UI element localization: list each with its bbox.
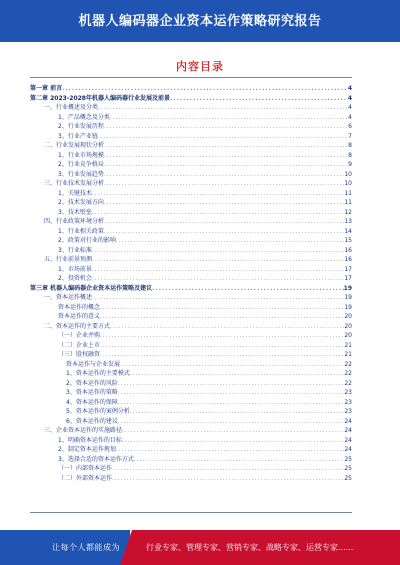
table-of-contents bbox=[30, 84, 352, 483]
toc-leader-dots bbox=[100, 350, 344, 360]
toc-entry-page: 13 bbox=[344, 218, 352, 225]
toc-entry-label: 资本运作的意义 bbox=[58, 313, 101, 320]
toc-entry-page: 19 bbox=[343, 284, 352, 292]
toc-entry[interactable] bbox=[30, 94, 352, 104]
toc-entry-label: 2、制定资本运作规划 bbox=[58, 446, 116, 453]
toc-entry-label: 2、投资机会 bbox=[58, 275, 92, 282]
toc-leader-dots bbox=[92, 208, 345, 218]
toc-entry-label: （二）外部资本运作 bbox=[58, 474, 113, 482]
toc-entry-label: 2、技术发展方向 bbox=[58, 199, 104, 206]
toc-entry-label: 2、政策对行业的影响 bbox=[58, 237, 116, 244]
toc-bottom-divider bbox=[30, 512, 352, 513]
toc-entry[interactable] bbox=[30, 398, 352, 408]
toc-entry-label: 3、行业产业链 bbox=[58, 132, 98, 140]
toc-entry[interactable] bbox=[30, 369, 352, 379]
toc-leader-dots bbox=[104, 151, 348, 161]
toc-leader-dots bbox=[100, 331, 344, 341]
toc-leader-dots bbox=[92, 274, 345, 284]
toc-leader-dots bbox=[98, 103, 348, 113]
page-footer bbox=[0, 530, 400, 565]
toc-entry[interactable] bbox=[30, 426, 352, 436]
toc-entry[interactable] bbox=[30, 303, 352, 313]
toc-entry[interactable] bbox=[30, 464, 352, 474]
toc-entry-label: 二、行业发展现状分析 bbox=[44, 142, 105, 149]
toc-entry-page: 17 bbox=[344, 275, 352, 282]
toc-entry[interactable] bbox=[30, 198, 352, 208]
toc-entry-label: 一、行业概述及分类 bbox=[44, 104, 99, 111]
toc-entry-label: 第三章 机器人编码器企业资本运作策略及建议 bbox=[30, 284, 153, 292]
toc-entry-page: 11 bbox=[344, 189, 352, 197]
toc-entry-label: 1、明确资本运作的目标 bbox=[58, 436, 122, 444]
toc-entry-page: 12 bbox=[344, 208, 352, 216]
toc-entry-page: 15 bbox=[344, 237, 352, 244]
toc-entry[interactable] bbox=[30, 227, 352, 237]
toc-entry-page: 21 bbox=[344, 341, 352, 349]
footer-expert-list: 行业专家、管理专家、营销专家、战略专家、运营专家...... bbox=[146, 543, 354, 552]
toc-entry-page: 16 bbox=[344, 246, 352, 254]
toc-entry[interactable] bbox=[30, 208, 352, 218]
toc-entry[interactable] bbox=[30, 331, 352, 341]
toc-entry-label: 2、行业发展历程 bbox=[58, 123, 104, 130]
toc-entry-label: 三、行业技术发展分析 bbox=[44, 180, 105, 187]
toc-entry[interactable] bbox=[30, 455, 352, 465]
toc-leader-dots bbox=[116, 445, 345, 455]
toc-leader-dots bbox=[100, 312, 344, 322]
toc-entry[interactable] bbox=[30, 265, 352, 275]
toc-leader-dots bbox=[118, 379, 345, 389]
toc-leader-dots bbox=[122, 436, 345, 446]
toc-entry[interactable] bbox=[30, 407, 352, 417]
toc-entry[interactable] bbox=[30, 274, 352, 284]
toc-leader-dots bbox=[118, 417, 345, 427]
toc-entry-page: 24 bbox=[344, 436, 352, 444]
toc-entry-page: 17 bbox=[344, 265, 352, 273]
report-title: 机器人编码器企业资本运作策略研究报告 bbox=[78, 14, 322, 29]
toc-entry-label: 2、资本运作的风险 bbox=[66, 379, 118, 387]
toc-entry-page: 10 bbox=[344, 170, 352, 178]
toc-entry-page: 19 bbox=[344, 294, 352, 301]
toc-entry-label: 第二章 2023-2028年机器人编码器行业发展及前景 bbox=[30, 94, 170, 102]
toc-entry-label: 5、资本运作的案例分析 bbox=[66, 408, 130, 415]
toc-entry-label: 4、资本运作的保障 bbox=[66, 398, 118, 406]
toc-entry[interactable] bbox=[30, 170, 352, 180]
toc-entry-page: 25 bbox=[344, 474, 352, 482]
toc-entry[interactable] bbox=[30, 255, 352, 265]
toc-leader-dots bbox=[130, 407, 345, 417]
toc-entry-label: 6、资本运作的建议 bbox=[66, 417, 118, 425]
toc-leader-dots bbox=[116, 236, 345, 246]
toc-entry-label: 资本运作的概念 bbox=[58, 303, 101, 311]
toc-entry-label: 3、行业标准 bbox=[58, 246, 92, 254]
toc-entry-label: 1、关键技术 bbox=[58, 189, 92, 197]
toc-entry-label: 2、行业竞争格局 bbox=[58, 161, 104, 168]
toc-entry-label: （三）股权融资 bbox=[58, 351, 101, 358]
toc-entry-label: 二、资本运作的主要方式 bbox=[44, 322, 111, 330]
toc-leader-dots bbox=[110, 113, 348, 123]
toc-entry[interactable] bbox=[30, 388, 352, 398]
toc-entry-label: 三、企业资本运作的实施路径 bbox=[44, 427, 123, 434]
toc-entry[interactable] bbox=[30, 160, 352, 170]
toc-entry-label: 1、行业相关政策 bbox=[58, 227, 104, 235]
toc-leader-dots bbox=[134, 455, 345, 465]
toc-entry-label: 3、行业发展趋势 bbox=[58, 170, 104, 178]
toc-leader-dots bbox=[92, 189, 345, 199]
toc-entry[interactable] bbox=[30, 141, 352, 151]
toc-leader-dots bbox=[92, 265, 345, 275]
toc-leader-dots bbox=[104, 170, 345, 180]
toc-entry-page: 20 bbox=[344, 322, 352, 330]
toc-entry[interactable] bbox=[30, 417, 352, 427]
toc-leader-dots bbox=[122, 426, 344, 436]
toc-heading: 内容目录 bbox=[176, 60, 224, 73]
toc-leader-dots bbox=[100, 341, 344, 351]
toc-leader-dots bbox=[112, 464, 344, 474]
toc-entry-page: 24 bbox=[344, 427, 352, 434]
toc-entry[interactable] bbox=[30, 189, 352, 199]
toc-entry-label: （二）企业上市 bbox=[58, 341, 101, 349]
toc-leader-dots bbox=[170, 94, 348, 104]
toc-entry-label: 3、资本运作的策略 bbox=[66, 389, 118, 396]
toc-entry-label: 五、行业前景预测 bbox=[44, 256, 93, 263]
toc-entry-label: 一、资本运作概述 bbox=[44, 294, 93, 301]
toc-entry-label: 1、资本运作的主要模式 bbox=[66, 370, 130, 377]
toc-entry[interactable] bbox=[30, 360, 352, 370]
toc-entry[interactable] bbox=[30, 151, 352, 161]
toc-entry[interactable] bbox=[30, 113, 352, 123]
toc-leader-dots bbox=[104, 122, 348, 132]
toc-leader-dots bbox=[92, 255, 344, 265]
toc-entry-label: 第一章 前言 bbox=[30, 85, 63, 92]
toc-leader-dots bbox=[92, 293, 344, 303]
toc-leader-dots bbox=[104, 141, 348, 151]
toc-entry-page: 23 bbox=[344, 408, 352, 415]
toc-entry[interactable] bbox=[30, 350, 352, 360]
toc-leader-dots bbox=[100, 303, 344, 313]
toc-entry[interactable] bbox=[30, 103, 352, 113]
toc-entry-page: 10 bbox=[344, 180, 352, 187]
toc-entry[interactable] bbox=[30, 322, 352, 332]
toc-leader-dots bbox=[118, 398, 345, 408]
toc-entry-page: 6 bbox=[348, 123, 352, 130]
toc-entry[interactable] bbox=[30, 217, 352, 227]
toc-entry-page: 9 bbox=[348, 161, 352, 168]
toc-leader-dots bbox=[152, 284, 344, 294]
toc-entry[interactable] bbox=[30, 293, 352, 303]
toc-leader-dots bbox=[62, 84, 348, 94]
toc-leader-dots bbox=[104, 160, 348, 170]
toc-entry-page: 22 bbox=[344, 370, 352, 377]
toc-entry-page: 19 bbox=[344, 303, 352, 311]
toc-entry-page: 4 bbox=[348, 113, 352, 121]
toc-entry-page: 4 bbox=[348, 104, 352, 111]
toc-entry-label: 3、选择合适的资本运作方式 bbox=[58, 455, 134, 463]
toc-entry[interactable] bbox=[30, 132, 352, 142]
toc-entry-page: 4 bbox=[347, 85, 352, 92]
toc-entry[interactable] bbox=[30, 312, 352, 322]
toc-entry-page: 14 bbox=[344, 227, 352, 235]
toc-leader-dots bbox=[118, 388, 345, 398]
toc-top-divider bbox=[30, 77, 352, 78]
toc-entry[interactable] bbox=[30, 179, 352, 189]
toc-entry-page: 16 bbox=[344, 256, 352, 263]
toc-leader-dots bbox=[92, 246, 345, 256]
toc-entry-label: （一）内部资本运作 bbox=[58, 465, 113, 472]
toc-entry-page: 8 bbox=[348, 142, 352, 149]
toc-leader-dots bbox=[120, 360, 344, 370]
toc-entry-label: （一）企业并购 bbox=[58, 332, 101, 339]
toc-entry-label: 资本运作与企业发展 bbox=[66, 360, 121, 368]
toc-leader-dots bbox=[110, 322, 344, 332]
toc-entry-label: 1、市场前景 bbox=[58, 265, 92, 273]
toc-entry[interactable] bbox=[30, 341, 352, 351]
toc-entry[interactable] bbox=[30, 84, 352, 94]
toc-leader-dots bbox=[104, 227, 345, 237]
toc-leader-dots bbox=[104, 198, 345, 208]
toc-leader-dots bbox=[112, 474, 344, 484]
toc-entry-label: 1、产品概念及分类 bbox=[58, 113, 110, 121]
toc-entry[interactable] bbox=[30, 474, 352, 484]
toc-entry-page: 20 bbox=[344, 313, 352, 320]
footer-slogan: 让每个人都能成为 bbox=[52, 543, 120, 552]
toc-entry-page: 24 bbox=[344, 446, 352, 453]
toc-entry-page: 7 bbox=[348, 132, 352, 140]
toc-entry-page: 11 bbox=[344, 199, 352, 206]
toc-entry[interactable] bbox=[30, 236, 352, 246]
toc-entry-label: 四、行业政策环境分析 bbox=[44, 218, 105, 225]
toc-entry[interactable] bbox=[30, 445, 352, 455]
page-header bbox=[0, 0, 400, 42]
toc-entry[interactable] bbox=[30, 246, 352, 256]
toc-entry-page: 22 bbox=[344, 379, 352, 387]
toc-entry[interactable] bbox=[30, 122, 352, 132]
toc-entry[interactable] bbox=[30, 284, 352, 294]
toc-entry-page: 23 bbox=[344, 389, 352, 396]
toc-entry-page: 21 bbox=[344, 351, 352, 358]
toc-entry-page: 25 bbox=[344, 455, 352, 463]
toc-entry-page: 8 bbox=[348, 151, 352, 159]
toc-entry-page: 23 bbox=[344, 398, 352, 406]
toc-entry-page: 22 bbox=[344, 360, 352, 368]
toc-entry-page: 25 bbox=[344, 465, 352, 472]
toc-leader-dots bbox=[104, 179, 344, 189]
toc-entry-page: 24 bbox=[344, 417, 352, 425]
toc-entry-label: 1、行业市场规模 bbox=[58, 151, 104, 159]
toc-entry-page: 4 bbox=[347, 94, 352, 102]
toc-leader-dots bbox=[104, 217, 344, 227]
toc-entry[interactable] bbox=[30, 436, 352, 446]
toc-leader-dots bbox=[98, 132, 348, 142]
toc-leader-dots bbox=[130, 369, 345, 379]
toc-entry[interactable] bbox=[30, 379, 352, 389]
toc-entry-label: 3、技术壁垒 bbox=[58, 208, 92, 216]
toc-entry-page: 20 bbox=[344, 332, 352, 339]
